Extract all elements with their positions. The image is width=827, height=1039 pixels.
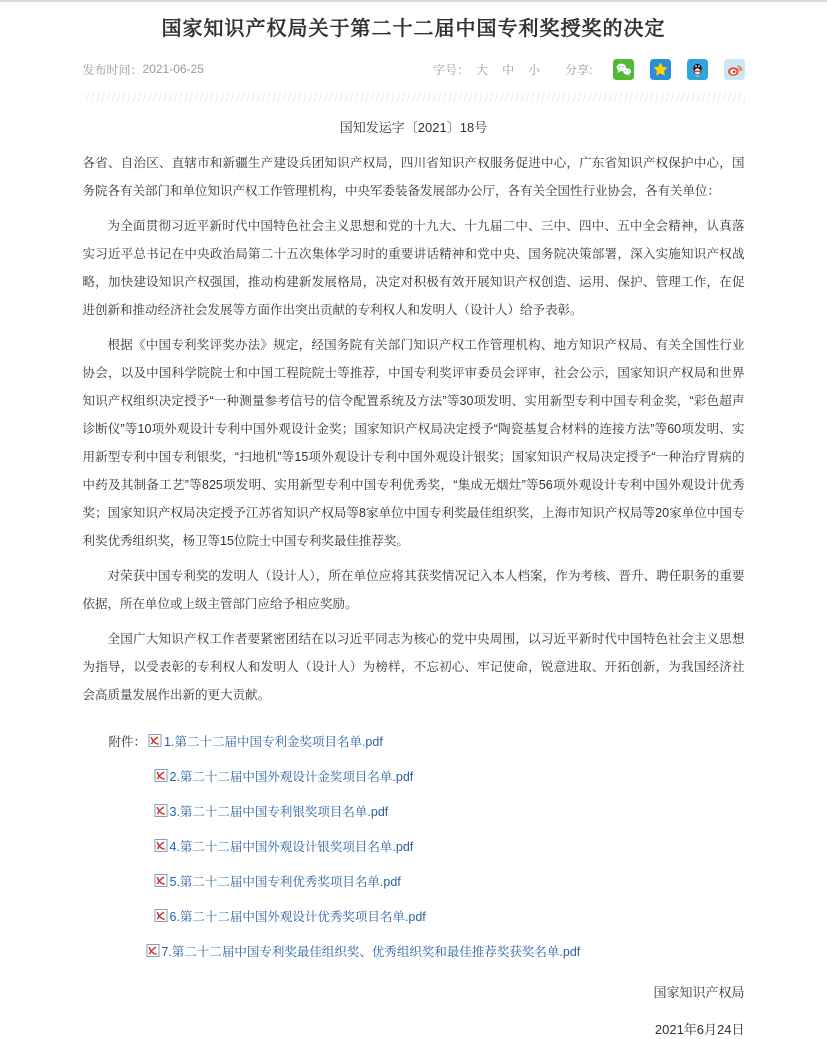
wechat-icon xyxy=(613,59,634,80)
attachment-link-5[interactable]: 5.第二十二届中国专利优秀奖项目名单.pdf xyxy=(169,874,401,889)
paragraph-callout: 全国广大知识产权工作者要紧密团结在以习近平同志为核心的党中央周围，以习近平新时代中国特色社会主义思想为指导，以受表彰的专利权人和发明人（设计人）为榜样，不忘初心、牢记使命，锐意进取、开拓创新，为我国经济社会高质量发展作出新的更大贡献。 xyxy=(82,632,745,702)
pdf-icon xyxy=(154,803,168,818)
issue-date: 2021年6月24日 xyxy=(654,1022,745,1037)
qzone-share-button[interactable] xyxy=(650,59,671,80)
share-label: 分享: xyxy=(565,62,593,77)
paragraph-awards: 根据《中国专利奖评奖办法》规定，经国务院有关部门知识产权工作管理机构、地方知识产权局、有关全国性行业协会，以及中国科学院院士和中国工程院院士等推荐，中国专利奖评审委员会评审，社会公示，国家知识产权局和世界知识产权组织决定授予“一种测量参考信号的信令配置系统及方法”等30项发明、实用新型专利中国专利金奖，“彩色超声诊断仪”等10项外观设计专利中国外观设计金奖；国家知识产权局决定授予“陶瓷基复合材料的连接方法”等60项发明、实用新型专利中国专利银奖，“扫地机”等15项外观设计专利中国外观设计银奖；国家知识产权局决定授予“一种治疗胃病的中药及其制备工艺”等825项发明、实用新型专利中国专利优秀奖，“集成无烟灶”等56项外观设计专利中国外观设计优秀奖；国家知识产权局决定授予江苏省知识产权局等8家单位中国专利奖最佳组织奖，上海市知识产权局等20家单位中国专利奖优秀组织奖，杨卫等15位院士中国专利奖最佳推荐奖。 xyxy=(82,338,745,548)
publish-time-value: 2021-06-25 xyxy=(142,62,204,76)
meta-bar xyxy=(83,58,745,80)
font-size-label: 字号： xyxy=(433,62,470,77)
qq-penguin-icon xyxy=(687,59,708,80)
pdf-icon xyxy=(154,838,168,853)
pdf-icon xyxy=(154,873,168,888)
attachment-row xyxy=(83,933,745,968)
paragraph-recipients: 各省、自治区、直辖市和新疆生产建设兵团知识产权局，四川省知识产权服务促进中心，广东省知识产权保护中心，国务院各有关部门和单位知识产权工作管理机构，中央军委装备发展部办公厅，各有关全国性行业协会，各有关单位： xyxy=(82,156,745,198)
attachment-row xyxy=(83,863,745,898)
attachment-link-6[interactable]: 6.第二十二届中国外观设计优秀奖项目名单.pdf xyxy=(169,909,426,924)
pdf-icon xyxy=(154,768,168,783)
attachment-link-2[interactable]: 2.第二十二届中国外观设计金奖项目名单.pdf xyxy=(169,769,414,784)
font-size-large-button[interactable]: 大 xyxy=(476,62,489,77)
weibo-share-button[interactable] xyxy=(724,59,745,80)
publish-time xyxy=(83,61,204,78)
document-number: 国知发运字〔2021〕18号 xyxy=(339,120,488,135)
attachment-row xyxy=(83,758,745,793)
wechat-share-button[interactable] xyxy=(613,59,634,80)
font-size-small-button[interactable]: 小 xyxy=(528,62,541,77)
pdf-icon xyxy=(146,943,160,958)
article-body xyxy=(83,149,745,709)
signature-block xyxy=(83,984,745,1039)
attachment-row xyxy=(83,723,745,758)
pdf-icon xyxy=(154,908,168,923)
issuer-name: 国家知识产权局 xyxy=(653,985,745,1000)
attachment-link-7[interactable]: 7.第二十二届中国专利奖最佳组织奖、优秀组织奖和最佳推荐奖获奖名单.pdf xyxy=(161,944,581,959)
publish-time-label: 发布时间： xyxy=(82,62,143,77)
attachment-link-3[interactable]: 3.第二十二届中国专利银奖项目名单.pdf xyxy=(169,804,389,819)
attachments-label: 附件： xyxy=(108,734,147,749)
attachment-row xyxy=(83,828,745,863)
qzone-star-icon xyxy=(650,59,671,80)
attachment-row xyxy=(83,898,745,933)
weibo-icon xyxy=(724,59,745,80)
attachment-link-1[interactable]: 1.第二十二届中国专利金奖项目名单.pdf xyxy=(164,734,383,749)
paragraph-inventor-reward: 对荣获中国专利奖的发明人（设计人），所在单位应将其获奖情况记入本人档案，作为考核、晋升、聘任职务的重要依据，所在单位或上级主管部门应给予相应奖励。 xyxy=(82,569,745,611)
pdf-icon xyxy=(148,733,162,748)
attachments-section xyxy=(83,723,745,968)
font-size-medium-button[interactable]: 中 xyxy=(502,62,515,77)
paragraph-purpose: 为全面贯彻习近平新时代中国特色社会主义思想和党的十九大、十九届二中、三中、四中、五中全会精神，认真落实习近平总书记在中央政治局第二十五次集体学习时的重要讲话精神和党中央、国务院决策部署，深入实施知识产权战略，加快建设知识产权强国，推动构建新发展格局，决定对积极有效开展知识产权创造、运用、保护、管理工作，在促进创新和推动经济社会发展等方面作出突出贡献的专利权人和发明人（设计人）给予表彰。 xyxy=(82,219,745,317)
attachment-link-4[interactable]: 4.第二十二届中国外观设计银奖项目名单.pdf xyxy=(169,839,414,854)
attachment-row xyxy=(83,793,745,828)
hatched-divider xyxy=(83,93,745,102)
page-title: 国家知识产权局关于第二十二届中国专利奖授奖的决定 xyxy=(161,18,666,40)
qq-share-button[interactable] xyxy=(687,59,708,80)
